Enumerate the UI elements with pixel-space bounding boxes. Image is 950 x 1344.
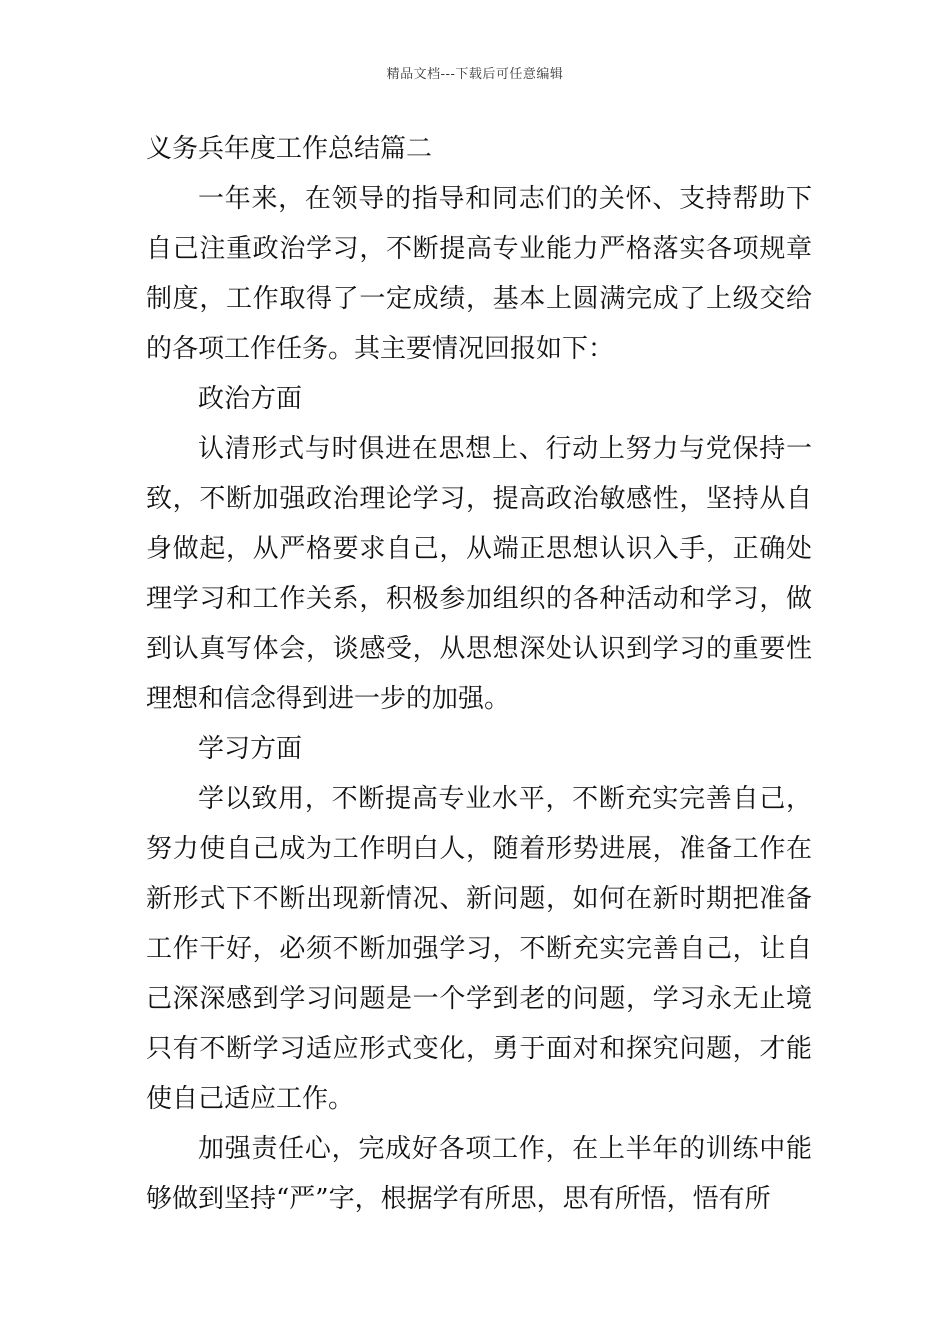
document-title: 义务兵年度工作总结篇二	[146, 134, 433, 164]
paragraph-politics: 认清形式与时俱进在思想上、行动上努力与党保持一致，不断加强政治理论学习，提高政治敏感性，坚持从自身做起，从严格要求自己，从端正思想认识入手，正确处理学习和工作关系，积极参加组织的各种活动和学习，做到认真写体会，谈感受，从思想深处认识到学习的重要性理想和信念得到进一步的加强。	[146, 434, 812, 714]
section-heading-study: 学习方面	[198, 734, 303, 764]
paragraph-intro: 一年来，在领导的指导和同志们的关怀、支持帮助下自己注重政治学习，不断提高专业能力严格落实各项规章制度，工作取得了一定成绩，基本上圆满完成了上级交给的各项工作任务。其主要情况回报如下：	[146, 184, 812, 364]
page-header: 精品文档---下载后可任意编辑	[386, 67, 564, 82]
section-heading-politics: 政治方面	[198, 384, 303, 414]
document-body	[146, 124, 812, 1224]
paragraph-study: 学以致用，不断提高专业水平，不断充实完善自己，努力使自己成为工作明白人，随着形势进展，准备工作在新形式下不断出现新情况、新问题，如何在新时期把准备工作干好，必须不断加强学习，不断充实完善自己，让自己深深感到学习问题是一个学到老的问题，学习永无止境只有不断学习适应形式变化，勇于面对和探究问题，才能使自己适应工作。	[146, 784, 812, 1114]
paragraph-responsibility: 加强责任心，完成好各项工作，在上半年的训练中能够做到坚持“严”字，根据学有所思，思有所悟，悟有所	[146, 1134, 812, 1214]
